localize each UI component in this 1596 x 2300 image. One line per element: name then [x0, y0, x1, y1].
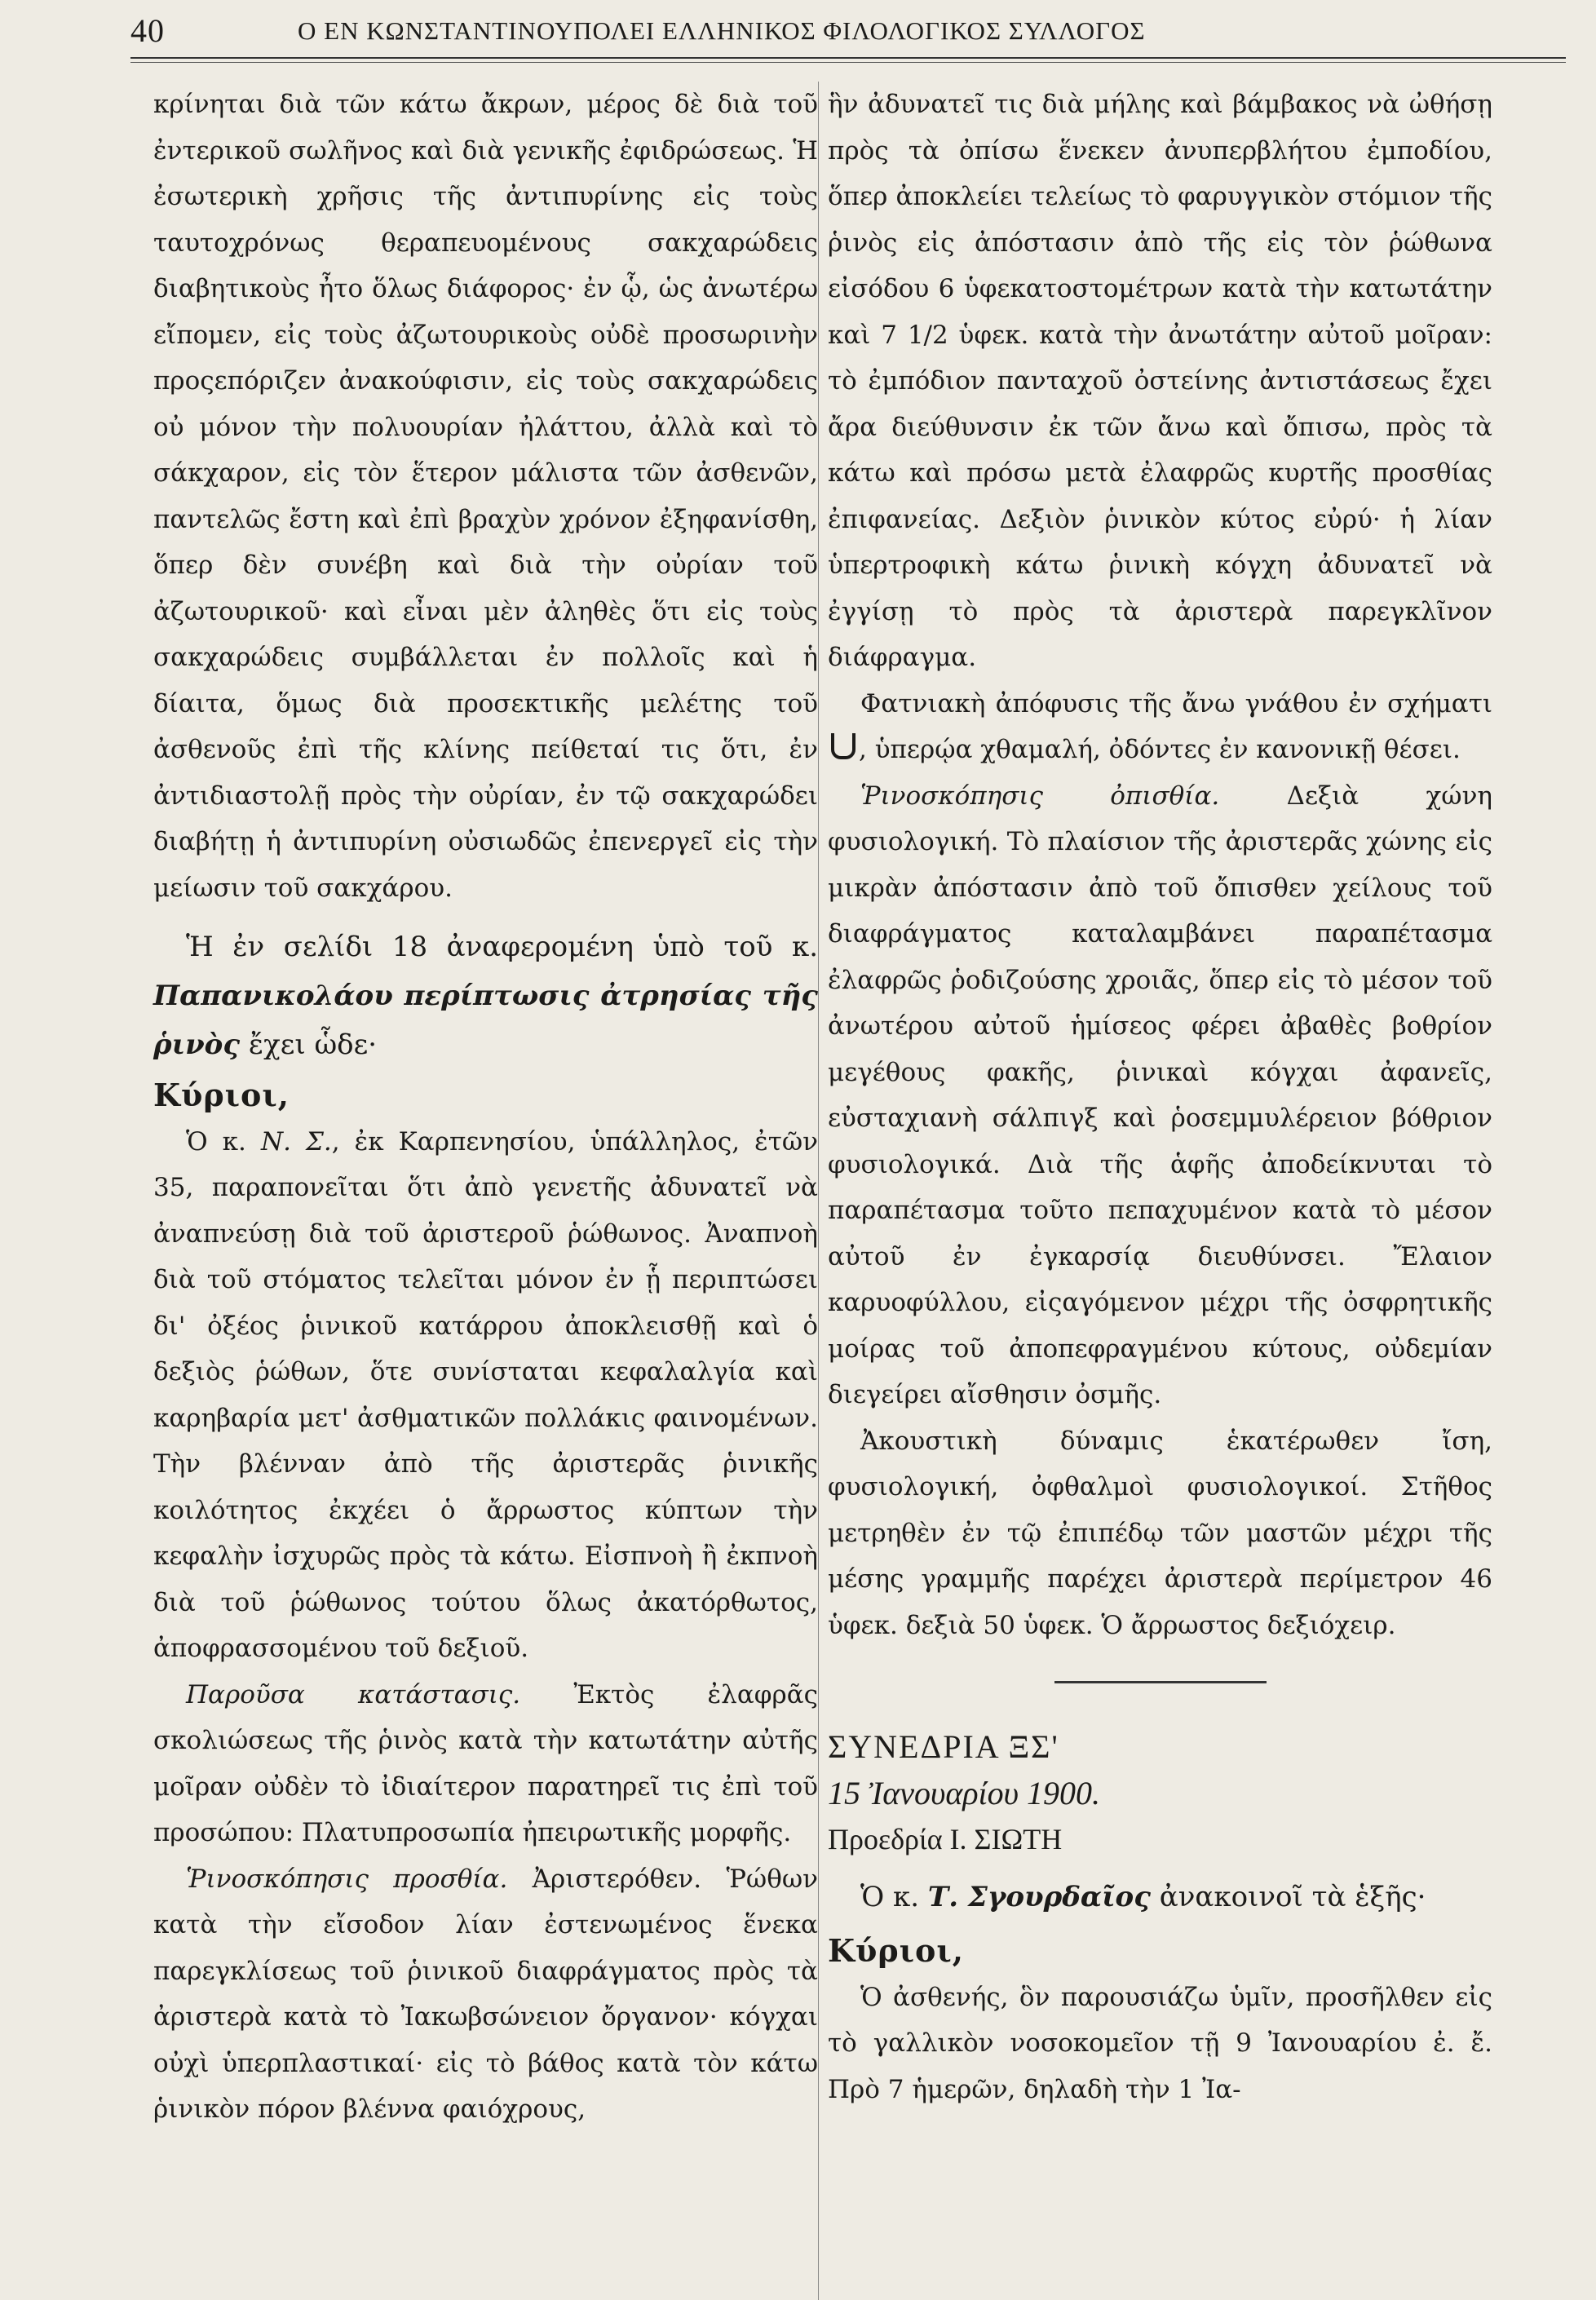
- paragraph-patient: [153, 1119, 818, 1672]
- patient-history: , ἐκ Καρπενησίου, ὑπάλληλος, ἐτῶν 35, παραπονεῖται ὅτι ἀπὸ γενετῆς ἀδυνατεῖ νὰ ἀναπνεύσῃ διὰ τοῦ ἀριστεροῦ ῥώθωνος. Ἀναπνοὴ διὰ τοῦ στόματος τελεῖται μόνον ἐν ᾗ περιπτώσει δι' ὀξέος ῥινικοῦ κατάρρου ἀποκλεισθῇ καὶ ὁ δεξιὸς ῥώθων, ὅτε συνίσταται κεφαλαλγία καὶ καρηβαρία μετ' ἀσθματικῶν πολλάκις φαινομένων. Τὴν βλένναν ἀπὸ τῆς ἀριστερᾶς ῥινικῆς κοιλότητος ἐκχέει ὁ ἄρρωστος κύπτων τὴν κεφαλὴν ἰσχυρῶς πρὸς τὰ κάτω. Εἰσπνοὴ ἢ ἐκπνοὴ διὰ τοῦ ῥώθωνος τούτου ὅλως ἀκατόρθωτος, ἀποφρασσομένου τοῦ δεξιοῦ.: [153, 1126, 819, 1663]
- patient-initials: Ν. Σ.: [260, 1126, 332, 1157]
- present-state-label: Παροῦσα κατάστασις.: [186, 1679, 521, 1710]
- paragraph-case-intro: [153, 922, 818, 1069]
- session-chair: Προεδρία Ι. ΣΙΩΤΗ: [828, 1823, 1063, 1855]
- right-column: [828, 82, 1492, 2112]
- paragraph-continuation: ἣν ἀδυνατεῖ τις διὰ μήλης καὶ βάμβακος νὰ ὠθήσῃ πρὸς τὰ ὀπίσω ἕνεκεν ἀνυπερβλήτου ἐμποδίου, ὅπερ ἀποκλείει τελείως τὸ φαρυγγικὸν στόμιον τῆς ῥινὸς εἰς ἀπόστασιν ἀπὸ τῆς εἰς τὸν ῥώθωνα εἰσόδου 6 ὑφεκατοστομέτρων κατὰ τὴν κατωτάτην καὶ 7 1/2 ὑφεκ. κατὰ τὴν ἀνωτάτην αὐτοῦ μοῖραν: τὸ ἐμπόδιον πανταχοῦ ὀστείνης ἀντιστάσεως ἔχει ἄρα διεύθυνσιν ἐκ τῶν ἄνω καὶ ὄπισω, πρὸς τὰ κάτω καὶ πρόσω μετὰ ἐλαφρῶς κυρτῆς προσθίας ἐπιφανείας. Δεξιὸν ῥινικὸν κύτος εὐρύ· ἡ λίαν ὑπερτροφικὴ κάτω ῥινικὴ κόγχη ἀδυνατεῖ νὰ ἐγγίσῃ τὸ πρὸς τὰ ἀριστερὰ παρεγκλῖνον διάφραγμα.: [828, 90, 1492, 672]
- paragraph-new-case: Ὁ ἀσθενής, ὃν παρουσιάζω ὑμῖν, προσῆλθεν εἰς τὸ γαλλικὸν νοσοκομεῖον τῇ 9 Ἰανουαρίου ἐ. ἔ. Πρὸ 7 ἡμερῶν, δηλαδὴ τὴν 1 Ἰα-: [828, 1982, 1492, 2104]
- page-header: [130, 11, 1566, 52]
- anterior-rhinoscopy-label: Ῥινοσκόπησις προσθία.: [186, 1864, 508, 1894]
- posterior-rhinoscopy-text: Δεξιὰ χώνη φυσιολογική. Τὸ πλαίσιον τῆς ἀριστερᾶς χώνης εἰς μικρὰν ἀπόστασιν ἀπὸ τοῦ ὄπισθεν χείλους τοῦ διαφράγματος καταλαμβάνει παραπέτασμα ἐλαφρῶς ῥοδιζούσης χροιᾶς, ὅπερ εἰς τὸ μέσον τοῦ ἀνωτέρου αὐτοῦ ἡμίσεος φέρει ἀβαθὲς βοθρίον μεγέθους φακῆς, ῥινικαὶ κόγχαι ἀφανεῖς, εὐσταχιανὴ σάλπιγξ καὶ ῥοσεμμυλέρειον βόθριον φυσιολογικά. Διὰ τῆς ἁφῆς ἀποδείκνυται τὸ παραπέτασμα τοῦτο πεπαχυμένον κατὰ τὸ μέσον αὐτοῦ ἐν ἐγκαρσίᾳ διευθύνσει. Ἔλαιον καρυοφύλλου, εἰςαγόμενον μέχρι τῆς ὀσφρητικῆς μοίρας τοῦ ἀποπεφραγμένου κύτους, οὐδεμίαν διεγείρει αἴσθησιν ὀσμῆς.: [828, 781, 1492, 1409]
- u-shape-symbol-icon: [831, 733, 855, 759]
- case-intro-end: ἔχει ὧδε·: [240, 1028, 378, 1061]
- paragraph-alveolar: [828, 681, 1492, 773]
- announcement-intro: Ὁ κ.: [860, 1880, 928, 1913]
- present-state-text: Ἐκτὸς ἐλαφρᾶς σκολιώσεως τῆς ῥινὸς κατὰ τὴν κατωτάτην αὐτῆς μοῖραν οὐδὲν τὸ ἰδιαίτερον παρατηρεῖ τις ἐπὶ τοῦ προσώπου: Πλατυπροσωπία ἠπειρωτικῆς μορφῆς.: [153, 1679, 818, 1847]
- anterior-rhinoscopy-text: Ἀριστερόθεν. Ῥώθων κατὰ τὴν εἴσοδον λίαν ἐστενωμένος ἕνεκα παρεγκλίσεως τοῦ ῥινικοῦ διαφράγματος πρὸς τὰ ἀριστερὰ κατὰ τὸ Ἰακωβσώνειον ὄργανον· κόγχαι οὐχὶ ὑπερπλαστικαί· εἰς τὸ βάθος κατὰ τὸν κάτω ῥινικὸν πόρον βλέννα φαιόχρους,: [153, 1864, 818, 2124]
- alveolar-text-start: Φατνιακὴ ἀπόφυσις τῆς ἄνω γνάθου ἐν σχήματι: [860, 688, 1492, 719]
- session-date: 15 Ἰανουαρίου 1900.: [828, 1774, 1101, 1811]
- page-number: 40: [130, 12, 165, 49]
- case-intro-text: Ἡ ἐν σελίδι 18 ἀναφερομένη ὑπὸ τοῦ κ.: [186, 931, 818, 963]
- section-rule: [1054, 1681, 1267, 1683]
- alveolar-text-end: , ὑπερῴα χθαμαλή, ὀδόντες ἐν κανονικῇ θέσει.: [859, 735, 1461, 764]
- salutation: Κύριοι,: [153, 1077, 290, 1113]
- paragraph-present-state: [153, 1672, 818, 1856]
- salutation-right: Κύριοι,: [828, 1932, 965, 1969]
- announcement-end: ἀνακοινοῖ τὰ ἑξῆς·: [1150, 1880, 1426, 1913]
- patient-intro: Ὁ κ.: [186, 1126, 261, 1157]
- posterior-rhinoscopy-label: Ῥινοσκόπησις ὀπισθία.: [860, 781, 1220, 811]
- paragraph-anterior-rhinoscopy: [153, 1856, 818, 2133]
- running-head: Ο ΕΝ ΚΩΝΣΤΑΝΤΙΝΟΥΠΟΛΕΙ ΕΛΛΗΝΙΚΟΣ ΦΙΛΟΛΟΓΙΚΟΣ ΣΥΛΛΟΓΟΣ: [298, 16, 1146, 45]
- case-title: Παπανικολάου περίπτωσις ἀτρησίας τῆς ῥινὸς: [153, 980, 818, 1061]
- column-divider: [818, 82, 819, 2300]
- left-column: [153, 82, 818, 2133]
- header-rule-thin: [130, 62, 1566, 63]
- paragraph-posterior-rhinoscopy: [828, 773, 1492, 1418]
- session-title: ΣΥΝΕΔΡΙΑ ΞΣ': [828, 1728, 1059, 1765]
- paragraph-hearing: Ἀκουστικὴ δύναμις ἑκατέρωθεν ἴση, φυσιολογική, ὀφθαλμοὶ φυσιολογικοί. Στῆθος μετρηθὲν ἐν τῷ ἐπιπέδῳ τῶν μαστῶν μέχρι τῆς μέσης γραμμῆς παρέχει ἀριστερὰ περίμετρον 46 ὑφεκ. δεξιὰ 50 ὑφεκ. Ὁ ἄρρωστος δεξιόχειρ.: [828, 1426, 1492, 1640]
- speaker-name: Τ. Σγουρδαῖος: [927, 1880, 1151, 1913]
- header-rule: [130, 57, 1566, 59]
- paragraph-announcement: [828, 1874, 1492, 1921]
- paragraph: κρίνηται διὰ τῶν κάτω ἄκρων, μέρος δὲ διὰ τοῦ ἐντερικοῦ σωλῆνος καὶ διὰ γενικῆς ἐφιδρώσεως. Ἡ ἐσωτερικὴ χρῆσις τῆς ἀντιπυρίνης εἰς τοὺς ταυτοχρόνως θεραπευομένους σακχαρώδεις διαβητικοὺς ἦτο ὅλως διάφορος· ἐν ᾧ, ὡς ἀνωτέρω εἴπομεν, εἰς τοὺς ἀζωτουρικοὺς οὐδὲ προσωρινὴν προςεπόριζεν ἀνακούφισιν, εἰς τοὺς σακχαρώδεις οὐ μόνον τὴν πολυουρίαν ἠλάττου, ἀλλὰ καὶ τὸ σάκχαρον, εἰς τὸν ἕτερον μάλιστα τῶν ἀσθενῶν, παντελῶς ἔστη καὶ ἐπὶ βραχὺν χρόνον ἐξηφανίσθη, ὅπερ δὲν συνέβη καὶ διὰ τὴν οὐρίαν τοῦ ἀζωτουρικοῦ· καὶ εἶναι μὲν ἀληθὲς ὅτι εἰς τοὺς σακχαρώδεις συμβάλλεται ἐν πολλοῖς καὶ ἡ δίαιτα, ὅμως διὰ προσεκτικῆς μελέτης τοῦ ἀσθενοῦς ἐπὶ τῆς κλίνης πείθεταί τις ὅτι, ἐν ἀντιδιαστολῇ πρὸς τὴν οὐρίαν, ἐν τῷ σακχαρώδει διαβήτῃ ἡ ἀντιπυρίνη οὐσιωδῶς ἐπενεργεῖ εἰς τὴν μείωσιν τοῦ σακχάρου.: [153, 90, 818, 903]
